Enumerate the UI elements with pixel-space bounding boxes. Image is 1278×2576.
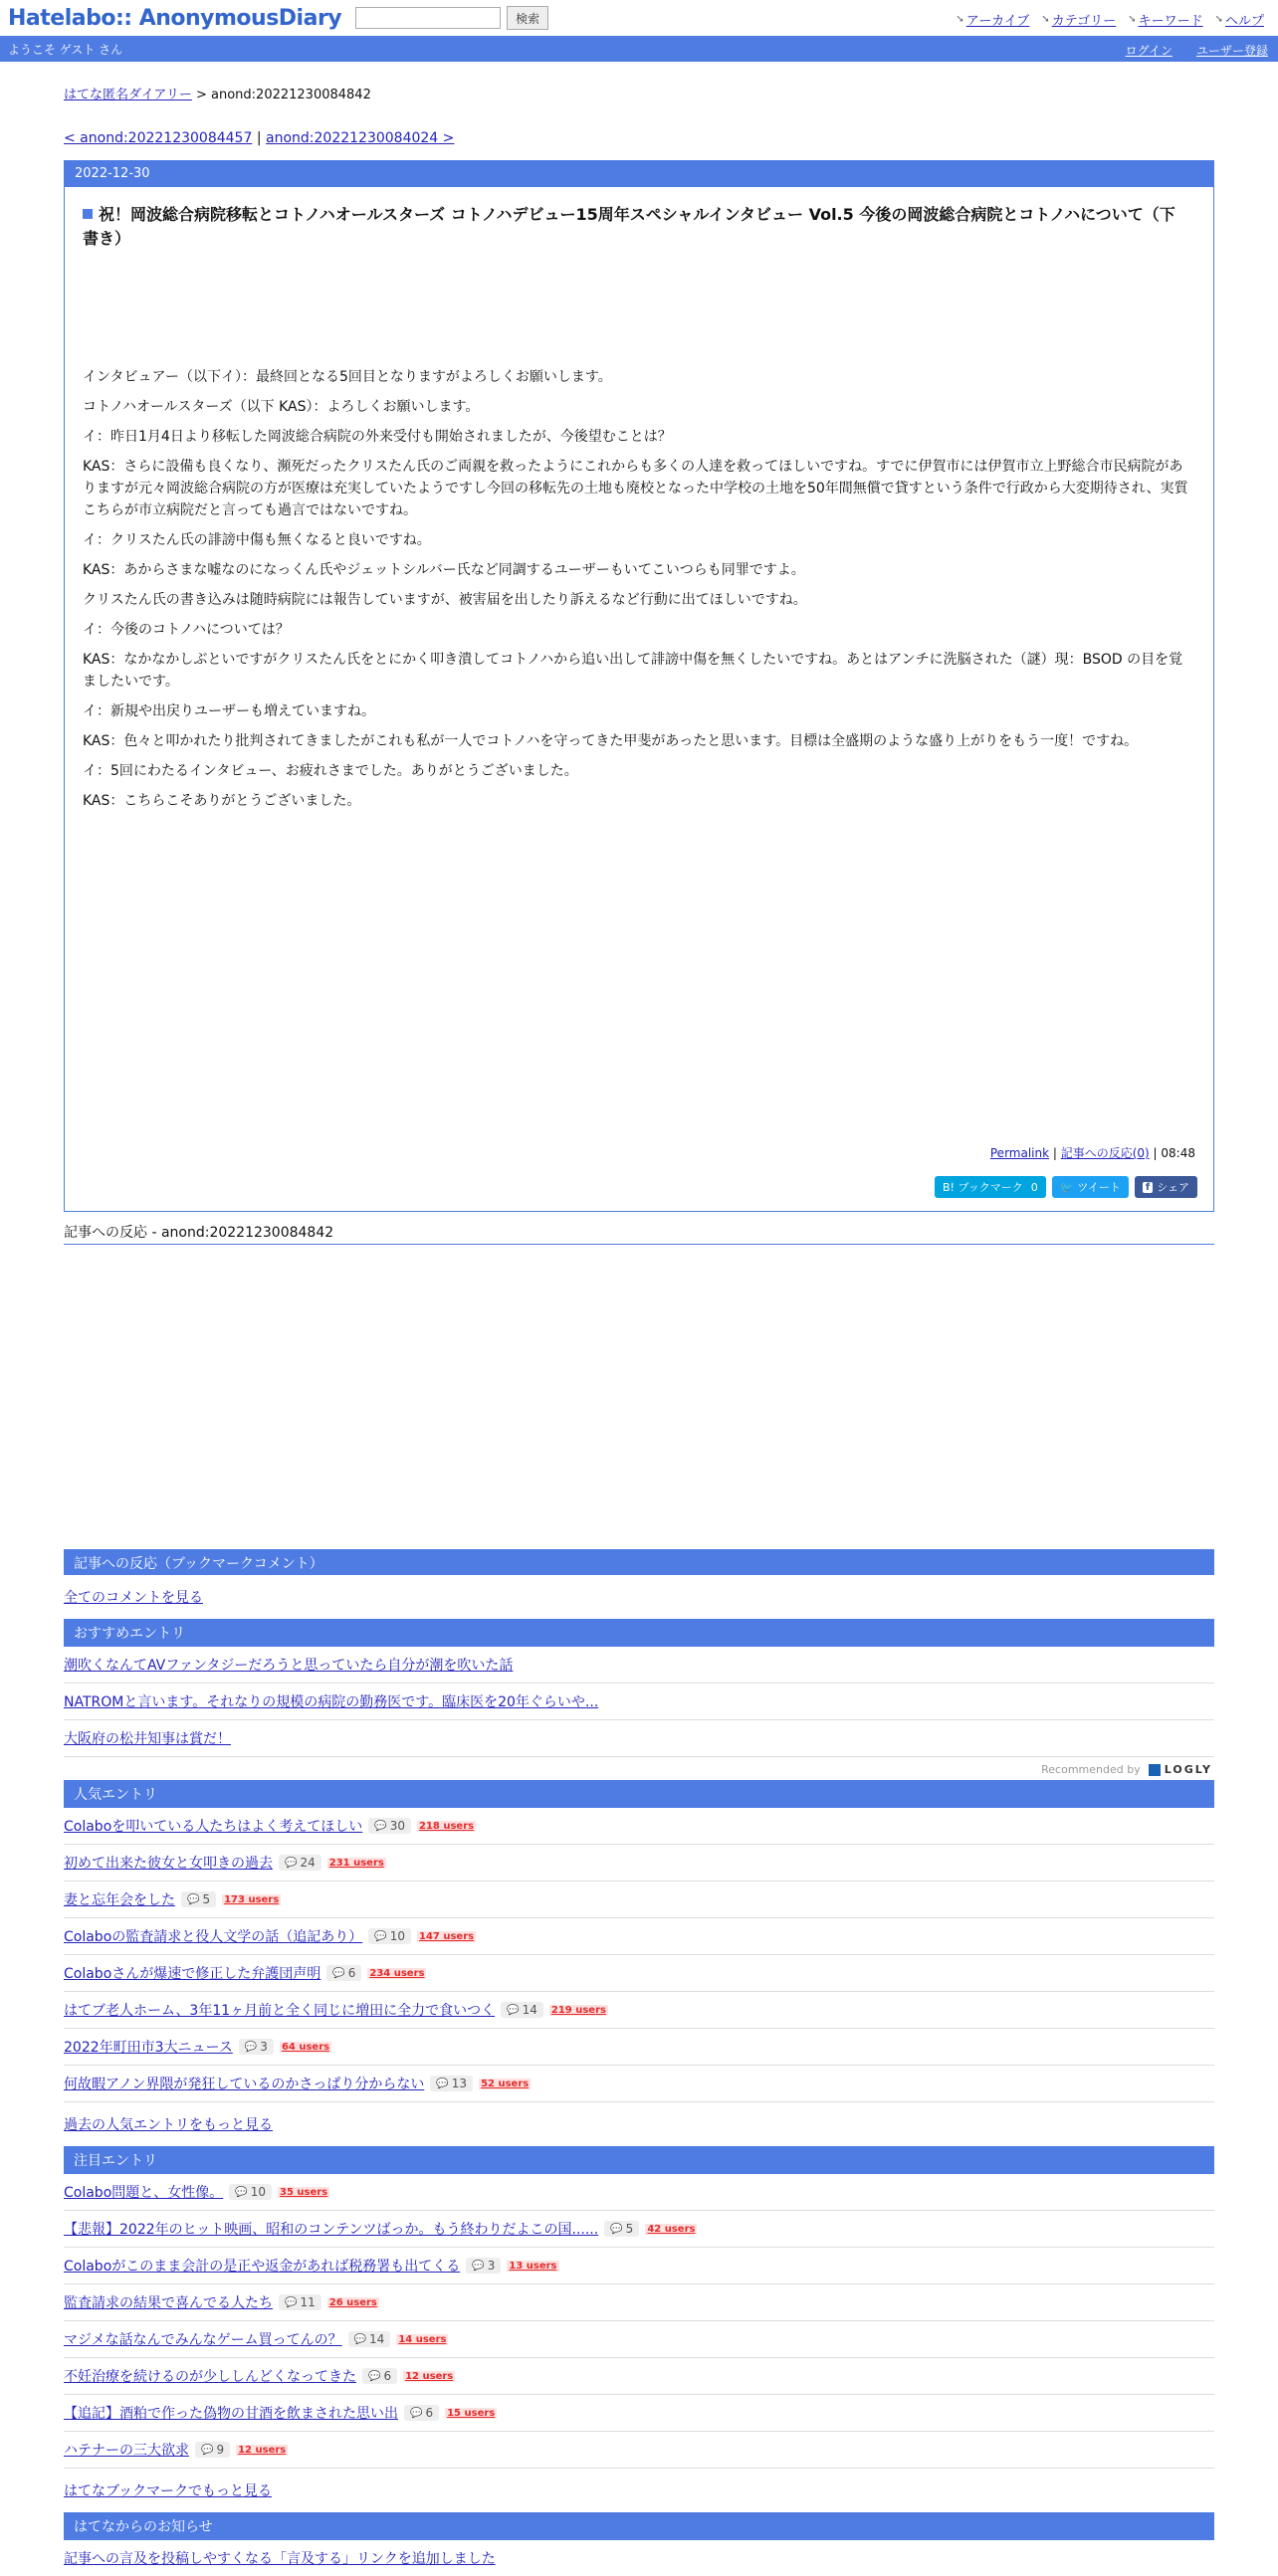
main-content — [64, 84, 1214, 2576]
bookmark-users-badge[interactable]: 52 users — [481, 2078, 530, 2089]
comment-count-value: 3 — [260, 2040, 268, 2054]
comment-count[interactable] — [501, 2002, 543, 2018]
entry-paragraph: KAS：こちらこそありがとうございました。 — [83, 793, 361, 809]
comment-bubble-icon: 💬 — [353, 2333, 367, 2345]
nav-keyword-label[interactable]: キーワード — [1138, 14, 1203, 29]
comment-bubble-icon: 💬 — [410, 2407, 423, 2419]
popular-list — [64, 1808, 1214, 2102]
welcome-text: ようこそ ゲスト さん — [8, 42, 123, 57]
prev-entry-link[interactable]: < anond:20221230084457 — [64, 130, 253, 146]
news-heading: はてなからのお知らせ — [64, 2512, 1214, 2540]
entry-link[interactable]: Colaboの監査請求と役人文学の話（追記あり） — [64, 1929, 363, 1945]
comment-count[interactable] — [348, 2331, 391, 2347]
entry-link[interactable]: 初めて出来た彼女と女叩きの過去 — [64, 1856, 273, 1872]
bookmark-users-badge[interactable]: 234 users — [369, 1967, 425, 1979]
hatena-bookmark-button[interactable] — [935, 1176, 1046, 1198]
notable-more-row — [64, 2469, 1214, 2512]
entry-link[interactable]: 2022年町田市3大ニュース — [64, 2040, 233, 2056]
bookmark-users-badge[interactable]: 12 users — [238, 2444, 287, 2456]
list-item — [64, 1845, 1214, 1882]
search-form — [355, 6, 548, 30]
list-item — [64, 2211, 1214, 2248]
comment-count-value: 5 — [625, 2222, 634, 2236]
comment-count-value: 30 — [389, 1819, 405, 1833]
logly-text: LOGLY — [1164, 1763, 1212, 1776]
entry-paragraph: KAS：なかなかしぶといですがクリスたん氏をとにかく叩き潰してコトノハから追い出して誹謗中傷を無くしたいですね。あとはアンチに洗脳された（謎）現：BSOD の目を覚ましたいです。 — [83, 652, 1183, 690]
search-button[interactable]: 検索 — [507, 6, 548, 30]
comment-count-value: 6 — [347, 1966, 356, 1980]
entry-paragraph: イ：今後のコトノハについては？ — [83, 622, 290, 638]
entry-link[interactable]: 不妊治療を続けるのが少ししんどくなってきた — [64, 2369, 356, 2385]
reaction-link[interactable]: 記事への反応(0) — [1060, 1146, 1150, 1160]
bookmark-users-badge[interactable]: 42 users — [647, 2223, 696, 2235]
comment-count[interactable] — [362, 2368, 397, 2384]
entry-link[interactable]: はてブ老人ホーム、3年11ヶ月前と全く同じに増田に全力で食いつく — [64, 2003, 496, 2019]
logly-logo[interactable] — [1149, 1763, 1212, 1776]
comment-count-value: 11 — [300, 2295, 316, 2309]
popular-heading: 人気エントリ — [64, 1780, 1214, 1808]
search-input[interactable] — [355, 7, 501, 29]
recommended-entry-link[interactable]: 大阪府の松井知事は賞だ！ — [64, 1731, 231, 1747]
site-logo[interactable]: Hatelabo:: AnonymousDiary — [8, 5, 342, 31]
list-item — [64, 1955, 1214, 1992]
nav-archive-label[interactable]: アーカイブ — [965, 14, 1030, 29]
comment-count[interactable] — [326, 1965, 361, 1981]
comment-count[interactable] — [368, 1928, 411, 1944]
tweet-label: ツイート — [1077, 1181, 1121, 1194]
comment-bubble-icon: 💬 — [285, 2296, 298, 2308]
comment-count[interactable] — [466, 2258, 501, 2274]
top-header — [0, 0, 1278, 36]
entry-paragraph: クリスたん氏の書き込みは随時病院には報告していますが、被害届を出したり訴えるなど行動に出てほしいですね。 — [83, 592, 807, 608]
entry-body — [83, 366, 1189, 812]
twitter-icon: 🐦 — [1059, 1180, 1074, 1194]
breadcrumb — [64, 84, 1214, 102]
comment-count[interactable] — [181, 1891, 216, 1907]
user-bar — [0, 36, 1278, 62]
entry-link[interactable]: Colaboを叩いている人たちはよく考えてほしい — [64, 1819, 363, 1835]
bookmark-users-badge[interactable]: 231 users — [328, 1857, 384, 1869]
hatena-bookmark-label: B! ブックマーク — [943, 1181, 1023, 1194]
entry-paragraph: イ：昨日1月4日より移転した岡波総合病院の外来受付も開始されましたが、今後望むことは？ — [83, 429, 672, 445]
logly-mark-icon — [1149, 1764, 1161, 1776]
bookmark-users-badge[interactable]: 147 users — [419, 1930, 475, 1942]
list-item — [64, 2432, 1214, 2469]
entry-title — [83, 203, 1185, 251]
account-links — [1126, 42, 1268, 59]
comment-count-value: 13 — [451, 2077, 468, 2090]
list-item — [64, 1647, 1214, 1684]
comment-count[interactable] — [430, 2076, 473, 2091]
nav-archive[interactable] — [956, 10, 1029, 29]
facebook-icon: f — [1143, 1182, 1153, 1193]
bookmark-users-badge[interactable]: 35 users — [280, 2186, 328, 2198]
recommended-credit — [64, 1757, 1214, 1780]
entry-paragraph: イ：5回にわたるインタビュー、お疲れさまでした。ありがとうございました。 — [83, 763, 578, 779]
entry-link[interactable]: マジメな話なんでみんなゲーム買ってんの？ — [64, 2332, 342, 2348]
comment-count-value: 24 — [300, 1856, 316, 1870]
comment-bubble-icon: 💬 — [201, 2444, 214, 2456]
arrow-icon: ➘ — [1041, 14, 1050, 25]
entry-paragraph: KAS：あからさまな嘘なのになっくん氏やジェットシルバー氏など同調するユーザーもいてこいつらも同罪ですよ。 — [83, 562, 805, 578]
notable-heading: 注目エントリ — [64, 2146, 1214, 2174]
list-item — [64, 1992, 1214, 2029]
comment-count[interactable] — [279, 1855, 321, 1871]
nav-category[interactable] — [1041, 10, 1116, 29]
tweet-button[interactable] — [1052, 1176, 1129, 1198]
bookmark-users-badge[interactable]: 218 users — [419, 1820, 475, 1832]
comment-count[interactable] — [404, 2405, 439, 2421]
recommended-heading: おすすめエントリ — [64, 1619, 1214, 1647]
diary-day — [64, 160, 1214, 1212]
entry-link[interactable]: 何故暇アノン界隈が発狂しているのかさっぱり分からない — [64, 2077, 425, 2092]
entry-square-icon[interactable] — [83, 209, 93, 219]
comment-count[interactable] — [368, 1818, 411, 1834]
comment-bubble-icon: 💬 — [235, 2186, 248, 2198]
list-item — [64, 1808, 1214, 1845]
list-item — [64, 1684, 1214, 1720]
comment-count-value: 3 — [487, 2259, 496, 2273]
entry-link[interactable]: ハテナーの三大欲求 — [64, 2443, 189, 2459]
comment-count-value: 6 — [425, 2406, 434, 2420]
list-item — [64, 2321, 1214, 2358]
top-nav — [956, 10, 1264, 29]
list-item — [64, 2174, 1214, 2211]
bookmark-users-badge[interactable]: 13 users — [509, 2260, 557, 2272]
list-item — [64, 1720, 1214, 1757]
pager-sep: | — [252, 130, 267, 146]
list-item — [64, 2284, 1214, 2321]
comment-count-value: 9 — [216, 2443, 225, 2457]
bookmark-users-badge[interactable]: 219 users — [550, 2004, 606, 2016]
recommended-entry-link[interactable]: NATROMと言います。それなりの規模の病院の勤務医です。臨床医を20年ぐらいや... — [64, 1694, 599, 1710]
all-comments-row — [64, 1575, 1214, 1619]
list-item — [64, 2540, 1214, 2576]
entry-paragraph: イ：クリスたん氏の誹謗中傷も無くなると良いですね。 — [83, 532, 431, 548]
nav-help[interactable] — [1215, 10, 1264, 29]
comment-bubble-icon: 💬 — [285, 1857, 298, 1869]
recommended-entry-link[interactable]: 潮吹くなんてAVファンタジーだろうと思っていたら自分が潮を吹いた話 — [64, 1658, 514, 1674]
share-buttons — [935, 1176, 1197, 1198]
list-item — [64, 1918, 1214, 1955]
entry-link[interactable]: 【悲報】2022年のヒット映画、昭和のコンテンツばっか。もう終わりだよこの国...... — [64, 2222, 599, 2238]
comment-count-value: 5 — [202, 1892, 211, 1906]
entry-paragraph: KAS：色々と叩かれたり批判されてきましたがこれも私が一人でコトノハを守ってきた甲斐があったと思います。目標は全盛期のような盛り上がりをもう一度！ですね。 — [83, 733, 1139, 749]
list-item — [64, 1882, 1214, 1918]
bookmark-users-badge[interactable]: 64 users — [281, 2041, 330, 2053]
comment-count[interactable] — [195, 2442, 230, 2458]
comment-count[interactable] — [229, 2184, 272, 2200]
comment-bubble-icon: 💬 — [507, 2004, 520, 2016]
list-item — [64, 2395, 1214, 2432]
hatena-bookmark-count: 0 — [1030, 1180, 1038, 1194]
comment-bubble-icon: 💬 — [332, 1967, 345, 1979]
comment-count-value: 14 — [369, 2332, 385, 2346]
nav-help-label[interactable]: ヘルプ — [1224, 14, 1264, 29]
all-comments-link[interactable]: 全てのコメントを見る — [64, 1590, 203, 1606]
recommended-by-text: Recommended by — [1041, 1763, 1141, 1776]
comment-bubble-icon: 💬 — [374, 1820, 387, 1832]
day-date: 2022-12-30 — [65, 161, 1213, 187]
list-item — [64, 2066, 1214, 2102]
list-item — [64, 2358, 1214, 2395]
comment-count[interactable] — [279, 2294, 321, 2310]
comment-bubble-icon: 💬 — [436, 2078, 449, 2089]
comment-bubble-icon: 💬 — [187, 1893, 200, 1905]
ad-space — [64, 1245, 1214, 1549]
nav-keyword[interactable] — [1128, 10, 1202, 29]
comment-bubble-icon: 💬 — [368, 2370, 381, 2382]
entry-paragraph: KAS：さらに設備も良くなり、瀕死だったクリスたん氏のご両親を救ったようにこれからも多くの人達を救ってほしいですね。すでに伊賀市には伊賀市立上野総合市民病院がありますが元々岡波総合病院の方が医療は充実していたようですし今回の移転先の土地も廃校となった中学校の土地を50年間無償で貸すという条件で行政から大変期待され、実質こちらが市立病院だと言っても過言ではないですね。 — [83, 459, 1188, 518]
arrow-icon: ➘ — [1128, 14, 1137, 25]
entry-paragraph: コトノハオールスターズ（以下 KAS）：よろしくお願いします。 — [83, 399, 480, 415]
popular-more-row — [64, 2102, 1214, 2146]
comment-bubble-icon: 💬 — [610, 2223, 623, 2235]
news-link[interactable]: 記事への言及を投稿しやすくなる「言及する」リンクを追加しました — [64, 2551, 496, 2567]
entry-time: 08:48 — [1161, 1146, 1195, 1160]
comment-count[interactable] — [604, 2221, 639, 2237]
login-link[interactable]: ログイン — [1125, 44, 1172, 58]
popular-more-link[interactable]: 過去の人気エントリをもっと見る — [64, 2117, 273, 2133]
comment-count-value: 6 — [383, 2369, 392, 2383]
arrow-icon: ➘ — [1214, 14, 1223, 25]
entry-link[interactable]: Colaboがこのまま会計の是正や返金があれば税務署も出てくる — [64, 2259, 461, 2275]
entry-footer: Permalink | 記事への反応(0) | 08:48 — [989, 1146, 1195, 1160]
list-item — [64, 2029, 1214, 2066]
register-link[interactable]: ユーザー登録 — [1195, 44, 1268, 58]
bookmark-users-badge[interactable]: 173 users — [224, 1893, 280, 1905]
comment-bubble-icon: 💬 — [244, 2041, 258, 2053]
facebook-share-button[interactable] — [1135, 1176, 1197, 1198]
list-item — [64, 2248, 1214, 2284]
comment-bubble-icon: 💬 — [374, 1930, 387, 1942]
bookmark-users-badge[interactable]: 14 users — [398, 2333, 447, 2345]
notable-list — [64, 2174, 1214, 2469]
permalink[interactable]: Permalink — [989, 1146, 1050, 1160]
notable-more-link[interactable]: はてなブックマークでもっと見る — [64, 2483, 273, 2499]
breadcrumb-root[interactable]: はてな匿名ダイアリー — [64, 88, 192, 102]
comment-count-value: 10 — [389, 1929, 405, 1943]
entry-title-text: 祝！岡波総合病院移転とコトノハオールスターズ コトノハデビュー15周年スペシャルインタビュー Vol.5 今後の岡波総合病院とコトノハについて（下書き） — [83, 205, 1175, 248]
nav-category-label[interactable]: カテゴリー — [1051, 14, 1117, 29]
comment-count-value: 10 — [250, 2185, 266, 2199]
bookmark-users-badge[interactable]: 12 users — [405, 2370, 454, 2382]
comment-bubble-icon: 💬 — [472, 2260, 485, 2272]
entry-link[interactable]: Colabo問題と、女性像。 — [64, 2185, 224, 2201]
entry-link[interactable]: 【追記】酒粕で作った偽物の甘酒を飲まされた思い出 — [64, 2406, 398, 2422]
reaction-heading: 記事への反応 - anond:20221230084842 — [64, 1222, 1214, 1245]
comment-count-value: 14 — [522, 2003, 537, 2017]
entry-paragraph: インタビュアー（以下イ）：最終回となる5回目となりますがよろしくお願いします。 — [83, 369, 612, 385]
entry-pager — [64, 130, 1214, 146]
entry-link[interactable]: 妻と忘年会をした — [64, 1892, 175, 1908]
entry-paragraph: イ：新規や出戻りユーザーも増えていますね。 — [83, 703, 375, 719]
breadcrumb-sep: > — [191, 88, 212, 102]
comment-count[interactable] — [239, 2039, 274, 2055]
bookmark-comments-heading: 記事への反応（ブックマークコメント） — [64, 1549, 1214, 1575]
facebook-share-label: シェア — [1157, 1181, 1189, 1194]
breadcrumb-current: anond:20221230084842 — [211, 88, 371, 102]
bookmark-users-badge[interactable]: 26 users — [328, 2296, 377, 2308]
next-entry-link[interactable]: anond:20221230084024 > — [266, 130, 455, 146]
entry-link[interactable]: 監査請求の結果で喜んでる人たち — [64, 2295, 273, 2311]
entry-link[interactable]: Colaboさんが爆速で修正した弁護団声明 — [64, 1966, 321, 1982]
bookmark-users-badge[interactable]: 15 users — [447, 2407, 496, 2419]
arrow-icon: ➘ — [956, 14, 964, 25]
